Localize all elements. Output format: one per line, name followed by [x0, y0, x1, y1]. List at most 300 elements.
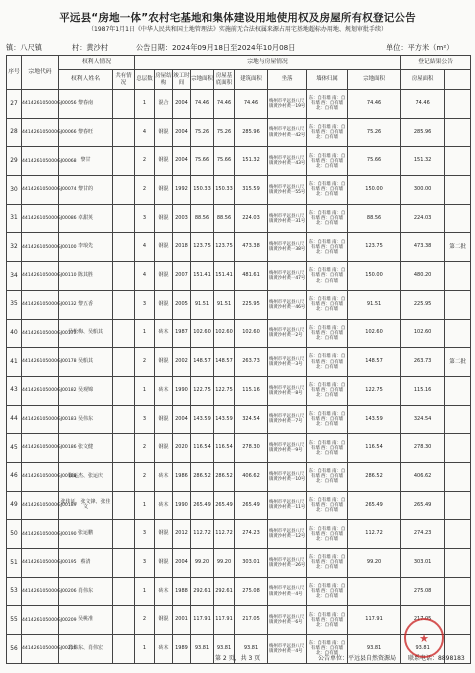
row-structure: 钢混: [155, 118, 173, 147]
row-seq: 53: [7, 577, 22, 606]
row-land-area: 74.46: [191, 90, 214, 119]
row-reg-land: 102.60: [348, 319, 401, 348]
row-year: 2007: [173, 262, 191, 291]
row-build-area: 481.61: [235, 262, 268, 291]
row-structure: 砖木: [155, 577, 173, 606]
row-base-area: 265.49: [214, 491, 235, 520]
row-co-owner: [113, 577, 135, 606]
row-code: 441426105000GJ00132: [22, 290, 59, 319]
village-label: 村：黄沙村: [72, 43, 108, 52]
row-owner-name: 张佳证、张文锋、张佳文: [59, 491, 113, 520]
row-owner-name: 李琅先: [59, 233, 113, 262]
row-build-area: 285.96: [235, 118, 268, 147]
row-structure: 砖木: [155, 491, 173, 520]
row-reg-land: 286.52: [348, 462, 401, 491]
row-year: 1990: [173, 491, 191, 520]
row-floors: 3: [135, 204, 155, 233]
row-note: [445, 176, 471, 205]
row-location: 梅州市平远县八尺镇黄沙村黄一4号: [268, 577, 307, 606]
header-floors: 总层数: [135, 70, 155, 90]
row-reg-land: 93.81: [348, 635, 401, 664]
row-reg-land: 117.91: [348, 606, 401, 635]
row-floors: 2: [135, 348, 155, 377]
row-code: 441426105000GJ00056: [22, 90, 59, 119]
row-location: 梅州市平远县八尺镇黄沙村黄一10号: [268, 462, 307, 491]
row-base-area: 74.46: [214, 90, 235, 119]
row-boundary: 东：自有墙 南：自有墙 西：自有墙 北：自有墙: [307, 491, 348, 520]
row-boundary: 东：自有墙 南：自有墙 西：自有墙 北：自有墙: [307, 348, 348, 377]
phone-label: 联系电话：8898183: [408, 655, 465, 662]
row-base-area: 148.57: [214, 348, 235, 377]
row-reg-land: 99.20: [348, 549, 401, 578]
row-base-area: 123.75: [214, 233, 235, 262]
row-reg-house: 480.20: [401, 262, 445, 291]
row-co-owner: [113, 348, 135, 377]
row-owner-name: 肖伟东: [59, 577, 113, 606]
row-floors: 2: [135, 176, 155, 205]
row-land-area: 151.41: [191, 262, 214, 291]
row-boundary: 东：自有墙 南：自有墙 西：自有墙 北：自有墙: [307, 606, 348, 635]
row-structure: 钢混: [155, 147, 173, 176]
row-seq: 31: [7, 204, 22, 233]
row-location: 梅州市平远县八尺镇黄沙村黄一19号: [268, 90, 307, 119]
row-build-area: 265.49: [235, 491, 268, 520]
row-seq: 35: [7, 290, 22, 319]
table-row: [7, 606, 471, 635]
row-location: 梅州市平远县八尺镇黄沙村黄一31号: [268, 204, 307, 233]
row-boundary: 东：自有墙 南：自有墙 西：自有墙 北：自有墙: [307, 147, 348, 176]
header-boundary: 墙体归属: [307, 70, 348, 90]
row-build-area: 406.62: [235, 462, 268, 491]
row-co-owner: [113, 520, 135, 549]
row-boundary: 东：自有墙 南：自有墙 西：自有墙 北：自有墙: [307, 204, 348, 233]
table-row: [7, 319, 471, 348]
row-land-area: 116.54: [191, 434, 214, 463]
row-boundary: 东：自有墙 南：自有墙 西：自有墙 北：自有墙: [307, 233, 348, 262]
row-structure: 钢混: [155, 405, 173, 434]
row-year: 1988: [173, 577, 191, 606]
row-reg-house: 225.95: [401, 290, 445, 319]
row-location: 梅州市平远县八尺镇黄沙村黄一46号: [268, 290, 307, 319]
row-reg-land: 148.57: [348, 348, 401, 377]
row-seq: 28: [7, 118, 22, 147]
row-seq: 45: [7, 434, 22, 463]
row-year: 2004: [173, 405, 191, 434]
table-row: [7, 405, 471, 434]
row-year: 2018: [173, 233, 191, 262]
row-seq: 41: [7, 348, 22, 377]
row-owner-name: 黎春旺: [59, 118, 113, 147]
row-boundary: 东：自有墙 南：自有墙 西：自有墙 北：自有墙: [307, 376, 348, 405]
row-location: 梅州市平远县八尺镇黄沙村黄一3号: [268, 348, 307, 377]
row-structure: 钢混: [155, 520, 173, 549]
row-seq: 44: [7, 405, 22, 434]
row-reg-house: 224.03: [401, 204, 445, 233]
row-floors: 4: [135, 118, 155, 147]
row-year: 2020: [173, 434, 191, 463]
row-seq: 27: [7, 90, 22, 119]
row-boundary: 东：自有墙 南：自有墙 西：自有墙 北：自有墙: [307, 262, 348, 291]
row-note: [445, 549, 471, 578]
row-build-area: 74.46: [235, 90, 268, 119]
official-seal: [404, 618, 444, 658]
header-reg-house: 房屋面积: [401, 70, 445, 90]
row-base-area: 150.33: [214, 176, 235, 205]
row-reg-house: 93.81: [401, 635, 445, 664]
row-land-area: 123.75: [191, 233, 214, 262]
row-code: 441426105000GJ00177: [22, 319, 59, 348]
row-seq: 32: [7, 233, 22, 262]
row-base-area: 75.66: [214, 147, 235, 176]
row-co-owner: [113, 376, 135, 405]
row-land-area: 99.20: [191, 549, 214, 578]
row-seq: 40: [7, 319, 22, 348]
row-owner-name: 吴桃准: [59, 606, 113, 635]
row-boundary: 东：自有墙 南：自有墙 西：自有墙 北：自有墙: [307, 290, 348, 319]
row-reg-land: 150.00: [348, 176, 401, 205]
row-floors: 1: [135, 635, 155, 664]
row-co-owner: [113, 635, 135, 664]
row-floors: 2: [135, 434, 155, 463]
row-land-area: 88.56: [191, 204, 214, 233]
row-reg-house: 324.54: [401, 405, 445, 434]
header-structure: 房屋结构: [155, 70, 173, 90]
row-code: 441426105000GJ00066: [22, 118, 59, 147]
header-seq: 序号: [7, 56, 22, 90]
row-code: 441426105000GJ00195: [22, 549, 59, 578]
row-note: [445, 290, 471, 319]
row-reg-house: 263.73: [401, 348, 445, 377]
row-reg-land: 122.75: [348, 376, 401, 405]
row-reg-house: 274.23: [401, 520, 445, 549]
row-note: [445, 491, 471, 520]
row-land-area: 143.59: [191, 405, 214, 434]
document-subtitle: （1987年1月1日《中华人民共和国土地管理法》实施前无合法权属来源占用宅基地超标办用地、规划审批手续）: [88, 26, 387, 33]
row-reg-land: [348, 577, 401, 606]
row-base-area: 116.54: [214, 434, 235, 463]
row-owner-name: 张运杰、张运庆: [59, 462, 113, 491]
row-owner-name: 黎五香: [59, 290, 113, 319]
row-year: 2012: [173, 520, 191, 549]
row-year: 1992: [173, 176, 191, 205]
table-row: [7, 491, 471, 520]
row-base-area: 91.51: [214, 290, 235, 319]
table-row: [7, 348, 471, 377]
row-co-owner: [113, 290, 135, 319]
table-row: [7, 233, 471, 262]
row-location: 梅州市平远县八尺镇黄沙村黄一8号: [268, 376, 307, 405]
row-build-area: 275.08: [235, 577, 268, 606]
document-title: 平远县“房地一体”农村宅基地和集体建设用地使用权及房屋所有权登记公告: [59, 12, 416, 24]
row-code: 441426105000GJ00188: [22, 462, 59, 491]
row-seq: 43: [7, 376, 22, 405]
row-year: 2004: [173, 118, 191, 147]
row-seq: 34: [7, 262, 22, 291]
row-build-area: 151.32: [235, 147, 268, 176]
row-structure: 钢混: [155, 434, 173, 463]
row-reg-land: 75.26: [348, 118, 401, 147]
row-base-area: 93.81: [214, 635, 235, 664]
row-owner-name: 吴船其: [59, 348, 113, 377]
row-reg-house: 303.01: [401, 549, 445, 578]
header-reg-group: 登记結果公告: [401, 56, 471, 70]
row-land-area: 93.81: [191, 635, 214, 664]
row-co-owner: [113, 233, 135, 262]
row-floors: 3: [135, 520, 155, 549]
row-note: [445, 262, 471, 291]
row-year: 2001: [173, 606, 191, 635]
row-structure: 砖木: [155, 376, 173, 405]
table-row: [7, 434, 471, 463]
page-number: 第 2 页，共 3 页: [215, 655, 261, 662]
row-seq: 51: [7, 549, 22, 578]
row-floors: 1: [135, 319, 155, 348]
row-owner-name: 黎甘的: [59, 176, 113, 205]
row-land-area: 122.75: [191, 376, 214, 405]
header-code: 宗地代码: [22, 56, 59, 90]
row-year: 1990: [173, 376, 191, 405]
row-co-owner: [113, 90, 135, 119]
row-year: 1986: [173, 462, 191, 491]
header-location: 坐落: [268, 70, 307, 90]
row-boundary: 东：自有墙 南：自有墙 西：自有墙 北：自有墙: [307, 549, 348, 578]
row-reg-house: 285.96: [401, 118, 445, 147]
row-owner-name: 张运鹏: [59, 520, 113, 549]
row-structure: 砖木: [155, 462, 173, 491]
row-structure: 砖木: [155, 319, 173, 348]
row-reg-land: 143.59: [348, 405, 401, 434]
row-code: 441426105000GJ00190: [22, 520, 59, 549]
row-note: [445, 462, 471, 491]
row-build-area: 278.30: [235, 434, 268, 463]
row-code: 441426105000GJ00182: [22, 376, 59, 405]
table-row: [7, 176, 471, 205]
row-code: 441426105000GJ00068: [22, 147, 59, 176]
row-code: 441426105000GJ00086: [22, 204, 59, 233]
row-seq: 49: [7, 491, 22, 520]
row-floors: 2: [135, 147, 155, 176]
row-owner-name: 吴松梅、吴船其: [59, 319, 113, 348]
row-floors: 3: [135, 290, 155, 319]
table-body: [7, 90, 471, 664]
row-seq: 50: [7, 520, 22, 549]
row-reg-land: 74.46: [348, 90, 401, 119]
row-owner-name: 吴观锦: [59, 376, 113, 405]
row-code: 441426105000GJ00074: [22, 176, 59, 205]
row-build-area: 225.95: [235, 290, 268, 319]
header-owner-group: 权利人情况: [59, 56, 135, 70]
row-co-owner: [113, 434, 135, 463]
row-structure: 钢混: [155, 549, 173, 578]
row-code: 441426105000GJ00206: [22, 577, 59, 606]
row-boundary: 东：自有墙 南：自有墙 西：自有墙 北：自有墙: [307, 635, 348, 664]
row-seq: 56: [7, 635, 22, 664]
row-owner-name: 吴伟东: [59, 405, 113, 434]
row-build-area: 102.60: [235, 319, 268, 348]
row-location: 梅州市平远县八尺镇黄沙村黄一9号: [268, 434, 307, 463]
row-structure: 钢混: [155, 262, 173, 291]
row-land-area: 292.61: [191, 577, 214, 606]
row-note: [445, 319, 471, 348]
row-base-area: 143.59: [214, 405, 235, 434]
row-structure: 钢混: [155, 348, 173, 377]
row-year: 2005: [173, 290, 191, 319]
row-seq: 29: [7, 147, 22, 176]
row-reg-land: 112.72: [348, 520, 401, 549]
row-reg-house: 265.49: [401, 491, 445, 520]
row-location: 梅州市平远县八尺镇黄沙村黄一11号: [268, 491, 307, 520]
row-code: 441426105000GJ00186: [22, 434, 59, 463]
announce-period: 公告日期：2024年09月18日至2024年10月08日: [136, 43, 296, 52]
row-build-area: 315.59: [235, 176, 268, 205]
row-code: 441426105000GJ00183: [22, 405, 59, 434]
row-boundary: 东：自有墙 南：自有墙 西：自有墙 北：自有墙: [307, 577, 348, 606]
row-boundary: 东：自有墙 南：自有墙 西：自有墙 北：自有墙: [307, 176, 348, 205]
row-location: 梅州市平远县八尺镇黄沙村黄一55号: [268, 176, 307, 205]
row-year: 2004: [173, 549, 191, 578]
row-boundary: 东：自有墙 南：自有墙 西：自有墙 北：自有墙: [307, 90, 348, 119]
row-co-owner: [113, 462, 135, 491]
row-location: 梅州市平远县八尺镇黄沙村黄一47号: [268, 262, 307, 291]
row-structure: 钢混: [155, 233, 173, 262]
row-land-area: 75.26: [191, 118, 214, 147]
row-note: [445, 520, 471, 549]
row-boundary: 东：自有墙 南：自有墙 西：自有墙 北：自有墙: [307, 319, 348, 348]
row-reg-house: 278.30: [401, 434, 445, 463]
row-build-area: 93.81: [235, 635, 268, 664]
row-owner-name: 蔡清: [59, 549, 113, 578]
row-note: [445, 118, 471, 147]
row-floors: 1: [135, 577, 155, 606]
row-reg-land: 88.56: [348, 204, 401, 233]
row-co-owner: [113, 319, 135, 348]
issuer-label: 公告单位：平远县自然资源局: [318, 655, 397, 662]
row-floors: 2: [135, 606, 155, 635]
table-row: [7, 90, 471, 119]
row-location: 梅州市平远县八尺镇黄沙村黄一12号: [268, 520, 307, 549]
row-floors: 4: [135, 233, 155, 262]
row-location: 梅州市平远县八尺镇黄沙村黄一4号: [268, 635, 307, 664]
town-label: 镇：八尺镇: [6, 43, 42, 52]
row-location: 梅州市平远县八尺镇黄沙村黄一7号: [268, 405, 307, 434]
row-land-area: 75.66: [191, 147, 214, 176]
header-year: 竣工时间: [173, 70, 191, 90]
row-location: 梅州市平远县八尺镇黄沙村黄一43号: [268, 147, 307, 176]
row-year: 1987: [173, 319, 191, 348]
row-base-area: 102.60: [214, 319, 235, 348]
row-seq: 46: [7, 462, 22, 491]
row-floors: 1: [135, 376, 155, 405]
row-reg-house: 300.00: [401, 176, 445, 205]
header-build-area: 建筑面积: [235, 70, 268, 90]
row-code: 441426105000GJ00189: [22, 491, 59, 520]
row-owner-name: 张文健: [59, 434, 113, 463]
table-row: [7, 462, 471, 491]
row-location: 梅州市平远县八尺镇黄沙村黄一38号: [268, 233, 307, 262]
row-reg-house: 473.38: [401, 233, 445, 262]
row-owner-name: 肖伟东、肖伟宏: [59, 635, 113, 664]
row-note: [445, 147, 471, 176]
row-boundary: 东：自有墙 南：自有墙 西：自有墙 北：自有墙: [307, 118, 348, 147]
row-note: [445, 606, 471, 635]
row-base-area: 122.75: [214, 376, 235, 405]
row-note: [445, 90, 471, 119]
row-reg-land: 75.66: [348, 147, 401, 176]
row-location: 梅州市平远县八尺镇黄沙村黄一2号: [268, 319, 307, 348]
row-co-owner: [113, 147, 135, 176]
row-code: 441426105000GJ00216: [22, 635, 59, 664]
row-build-area: 224.03: [235, 204, 268, 233]
row-note: 第二批: [445, 348, 471, 377]
row-co-owner: [113, 549, 135, 578]
table-row: [7, 577, 471, 606]
row-structure: 砖木: [155, 635, 173, 664]
row-boundary: 东：自有墙 南：自有墙 西：自有墙 北：自有墙: [307, 434, 348, 463]
row-reg-house: 102.60: [401, 319, 445, 348]
row-location: 梅州市平远县八尺镇黄沙村黄一6号: [268, 606, 307, 635]
row-build-area: 324.54: [235, 405, 268, 434]
row-reg-house: 406.62: [401, 462, 445, 491]
row-year: 2004: [173, 147, 191, 176]
row-land-area: 150.33: [191, 176, 214, 205]
row-reg-house: 74.46: [401, 90, 445, 119]
row-co-owner: [113, 204, 135, 233]
header-owner-name: 权利人姓名: [59, 70, 113, 90]
row-build-area: 303.01: [235, 549, 268, 578]
row-structure: 钢混: [155, 290, 173, 319]
unit-label: 单位：平方米（m²）: [386, 43, 454, 52]
row-note: [445, 376, 471, 405]
row-code: 441426105000GJ00178: [22, 348, 59, 377]
row-base-area: 117.91: [214, 606, 235, 635]
row-land-area: 265.49: [191, 491, 214, 520]
row-year: 2003: [173, 204, 191, 233]
row-reg-house: 115.16: [401, 376, 445, 405]
table-row: [7, 520, 471, 549]
row-co-owner: [113, 491, 135, 520]
row-boundary: 东：自有墙 南：自有墙 西：自有墙 北：自有墙: [307, 405, 348, 434]
row-reg-house: 151.32: [401, 147, 445, 176]
row-owner-name: 黎甘: [59, 147, 113, 176]
header-base-area: 房屋基底面积: [214, 70, 235, 90]
row-note: [445, 204, 471, 233]
row-code: 441426105000GJ00110: [22, 262, 59, 291]
row-structure: 钢混: [155, 606, 173, 635]
row-land-area: 286.52: [191, 462, 214, 491]
row-reg-house: 217.05: [401, 606, 445, 635]
row-base-area: 292.61: [214, 577, 235, 606]
row-reg-land: 265.49: [348, 491, 401, 520]
row-year: 2004: [173, 90, 191, 119]
row-reg-land: 91.51: [348, 290, 401, 319]
row-land-area: 91.51: [191, 290, 214, 319]
row-reg-land: 116.54: [348, 434, 401, 463]
row-base-area: 99.20: [214, 549, 235, 578]
row-base-area: 75.26: [214, 118, 235, 147]
row-year: 2002: [173, 348, 191, 377]
table-row: [7, 204, 471, 233]
row-floors: 1: [135, 90, 155, 119]
row-floors: 4: [135, 262, 155, 291]
row-boundary: 东：自有墙 南：自有墙 西：自有墙 北：自有墙: [307, 520, 348, 549]
row-land-area: 148.57: [191, 348, 214, 377]
seal-star-icon: ★: [419, 631, 429, 645]
row-land-area: 102.60: [191, 319, 214, 348]
row-floors: 1: [135, 491, 155, 520]
row-code: 441426105000GJ00209: [22, 606, 59, 635]
row-code: 441426105000GJ00100: [22, 233, 59, 262]
table-row: [7, 262, 471, 291]
